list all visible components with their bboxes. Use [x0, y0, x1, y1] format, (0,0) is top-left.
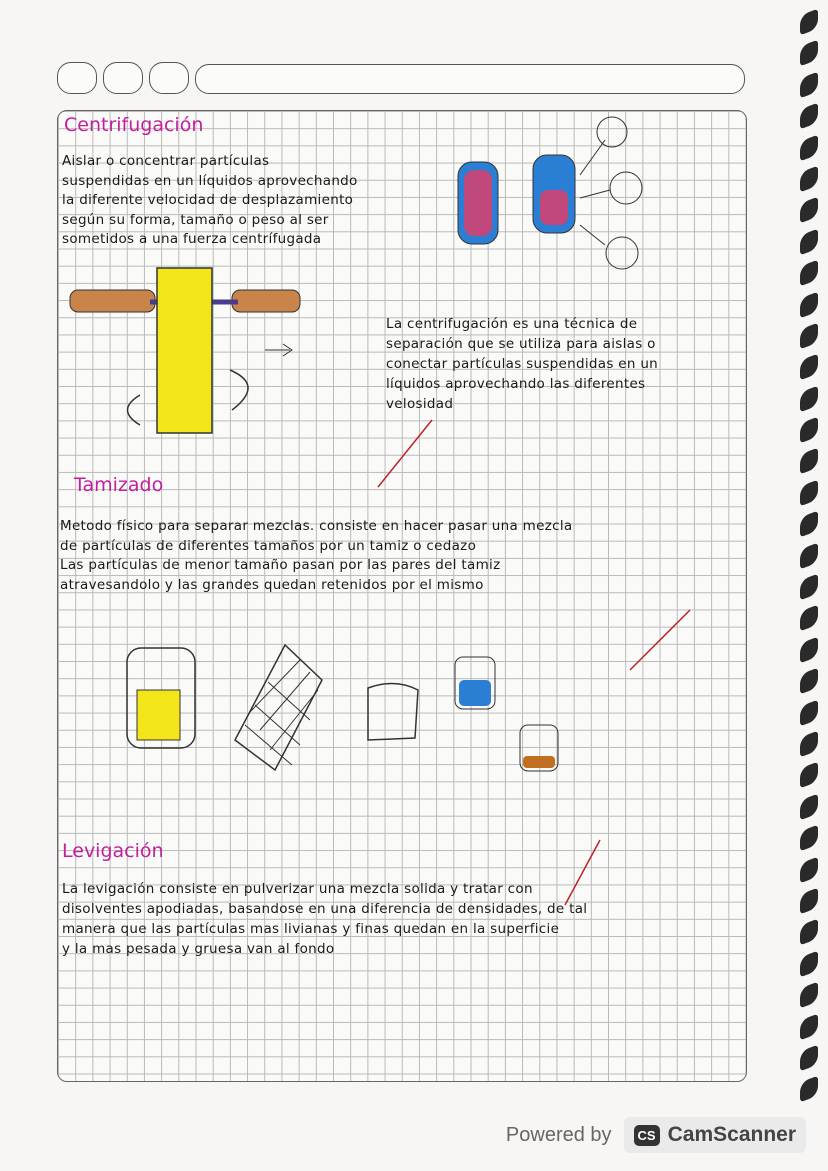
text-line: disolventes apodiadas, basandose en una diferencia de densidades, de tal — [62, 901, 588, 917]
text-line: y la mas pesada y gruesa van al fondo — [62, 941, 335, 957]
text-line: sometidos a una fuerza centrífugada — [62, 231, 322, 247]
text-line: Las partículas de menor tamaño pasan por las pares del tamiz — [60, 557, 501, 573]
text-line: según su forma, tamaño o peso al ser — [62, 212, 329, 228]
text-line: atravesandolo y las grandes quedan retenidos por el mismo — [60, 577, 484, 593]
powered-by-label: Powered by — [505, 1123, 612, 1146]
camscanner-brand: CamScanner — [667, 1123, 796, 1146]
camscanner-logo-icon: CS — [634, 1125, 660, 1146]
text-line: velosidad — [386, 396, 454, 412]
check-marks — [378, 420, 690, 905]
camscanner-footer — [506, 1117, 806, 1153]
heading-centrifugacion: Centrifugación — [64, 114, 204, 136]
text-line: Aislar o concentrar partículas — [62, 153, 270, 169]
text-line: la diferente velocidad de desplazamiento — [62, 192, 354, 208]
text-line: líquidos aprovechando las diferentes — [386, 376, 646, 392]
sieving-drawing — [127, 645, 558, 771]
text-line: conectar partículas suspendidas en un — [386, 356, 659, 372]
tubes-drawing — [458, 117, 642, 269]
heading-levigacion: Levigación — [62, 840, 164, 862]
text-line: manera que las partículas mas livianas y finas quedan en la superficie — [62, 921, 560, 937]
text-line: suspendidas en un líquidos aprovechando — [62, 173, 358, 189]
text-line: separación que se utiliza para aislas o — [386, 336, 656, 352]
camscanner-badge[interactable] — [624, 1117, 806, 1153]
centrifuge-drawing — [70, 268, 300, 433]
heading-tamizado: Tamizado — [74, 474, 164, 496]
text-line: La centrifugación es una técnica de — [386, 316, 638, 332]
text-line: Metodo físico para separar mezclas. consiste en hacer pasar una mezcla — [60, 518, 573, 534]
text-line: La levigación consiste en pulverizar una mezcla solida y tratar con — [62, 881, 533, 897]
text-line: de partículas de diferentes tamaños por un tamiz o cedazo — [60, 538, 477, 554]
